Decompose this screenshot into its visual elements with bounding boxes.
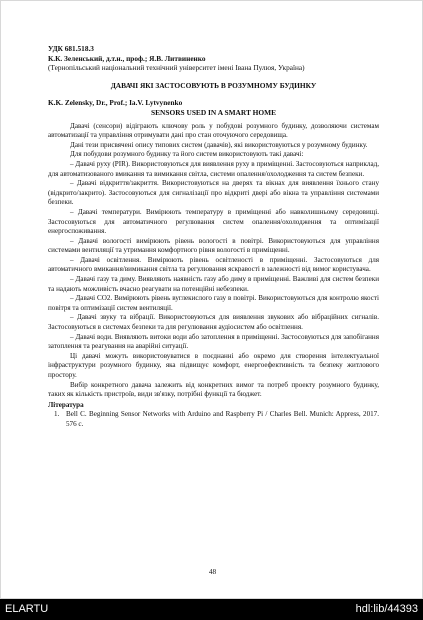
- sensor-item: – Давачі звуку та вібрації. Використовуються для виявлення звукових або вібраційних сигналів. Застосовуються в системах безпеки та для регулювання аудіосистем або освітлення.: [48, 313, 379, 332]
- references-heading: Література: [48, 400, 84, 409]
- paragraph: Ці давачі можуть використовуватися в поєднанні або окремо для створення інтелектуальної інфраструктури розумного будинку, яка підвищує комфорт, енергоефективність та безпеку житлового простору.: [48, 351, 379, 379]
- udc-code: УДК 681.518.3: [48, 44, 94, 53]
- sensor-item: – Давачі освітлення. Вимірюють рівень освітленості в приміщенні. Застосовуються для автоматичного вмикання/вимикання світла та регулювання яскравості в залежності від вимог користувача.: [48, 255, 379, 274]
- paragraph: Дані тези присвячені опису типових систем (давачів), які використовуються у розумному будинку.: [70, 140, 368, 149]
- sensor-item: – Давачі води. Виявляють витоки води або затоплення в приміщенні. Застосовуються для запобігання затоплення та реагування на аварійні ситуації.: [48, 332, 379, 351]
- handle-id: hdl:lib/44393: [355, 603, 418, 615]
- authors-ukrainian: К.К. Зеленський, д.т.н., проф.; Я.В. Литвиненко: [48, 53, 206, 63]
- repository-name: ELARTU: [5, 603, 49, 615]
- sensor-item: – Давачі газу та диму. Виявляють наявність газу або диму в приміщенні. Важливі для систем безпеки та надають можливість вчасно реагувати на потенційні небезпеки.: [48, 275, 379, 293]
- page-number: 48: [208, 567, 217, 576]
- sensor-item: – Давачі CO2. Вимірюють рівень вуглекислого газу в повітрі. Використовуються для контролю якості повітря та оптимізації систем вентиляції.: [48, 294, 379, 312]
- reference-number: 1.: [54, 410, 60, 419]
- reference-text: Bell C. Beginning Sensor Networks with Arduino and Raspberry Pi / Charles Bell. Munich: Appress, 2017. 576 с.: [66, 410, 379, 428]
- authors-english: K.K. Zelensky, Dr., Prof.; Ia.V. Lytvynenko: [48, 98, 183, 108]
- paragraph: Для побудови розумного будинку та його систем використовують такі давачі:: [70, 150, 304, 159]
- sensor-item: – Давачі руху (PIR). Використовуються для виявлення руху в приміщенні. Застосовуються наприклад, для автоматизованого вмикання та вимикання світла, системи опалення/охолодження та систем безпеки.: [48, 159, 379, 178]
- sensor-item: – Давачі температури. Вимірюють температуру в приміщенні або навколишньому середовищі. Застосовуються для автоматичного регулювання систем опалення/охолодження та оптимізації енергоспоживання.: [48, 207, 379, 236]
- paragraph: Давачі (сенсори) відіграють ключову роль у побудові розумного будинку, дозволяючи системам автоматизації та управління отримувати дані про стан оточуючого середовища.: [48, 121, 379, 140]
- sensor-item: – Давачі вологості вимірюють рівень вологості в повітрі. Використовуються для управління системами вентиляції та утримання комфортного рівня вологості в приміщенні.: [48, 236, 379, 255]
- title-english: SENSORS USED IN A SMART HOME: [150, 107, 277, 117]
- page-content: [48, 44, 379, 430]
- affiliation: (Тернопільський національний технічний університет імені Івана Пулюя, Україна): [48, 63, 305, 73]
- reference-item: [48, 410, 379, 429]
- paragraph: Вибір конкретного давача залежить від конкретних вимог та потреб проекту розумного будинку, таких як кількість пристроїв, види зв'язку, потрібні функції та бюджет.: [48, 380, 379, 399]
- sensor-item: – Давачі відкриття/закриття. Використовуються на дверях та вікнах для виявлення їхнього стану (відкрито/закрито). Застосовуються для сигналізації про відкриті двері або вікна та управління системами безпеки.: [48, 179, 379, 207]
- title-ukrainian: ДАВАЧІ ЯКІ ЗАСТОСОВУЮТЬ В РОЗУМНОМУ БУДИНКУ: [110, 80, 317, 90]
- repository-footer-bar: [0, 599, 423, 620]
